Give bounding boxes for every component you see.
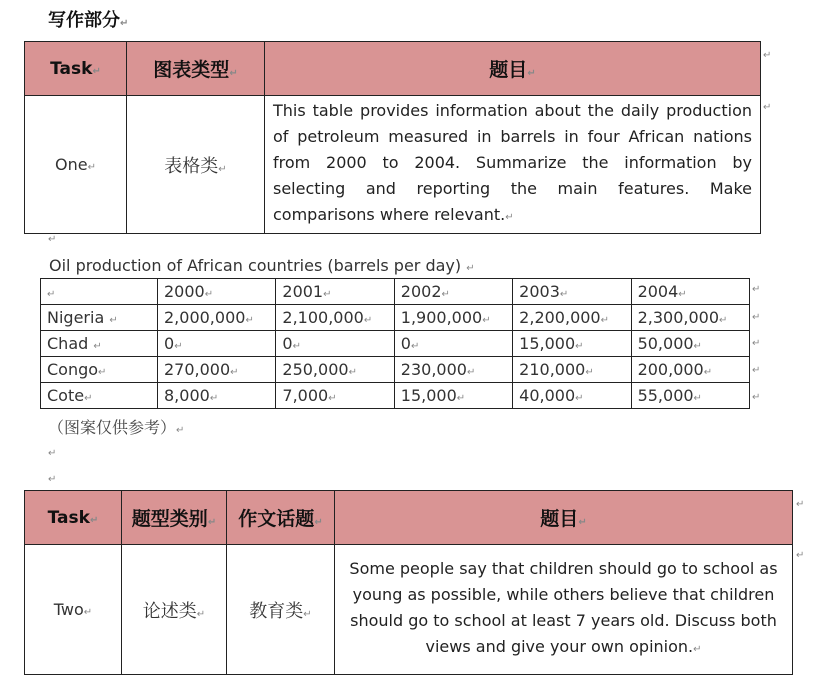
value-cell: 2,100,000↵ — [276, 305, 394, 331]
year-cell: 2001↵ — [276, 279, 394, 305]
table-row — [41, 357, 750, 383]
task-one-row — [25, 96, 761, 234]
value-cell: 55,000↵ — [631, 383, 749, 409]
table-row — [41, 305, 750, 331]
header-question: 题目↵ — [335, 491, 793, 545]
paragraph-mark: ↵ — [48, 474, 57, 485]
country-cell: Chad ↵ — [41, 331, 158, 357]
paragraph-mark: ↵ — [752, 365, 761, 376]
country-cell: Nigeria ↵ — [41, 305, 158, 331]
task-one-table — [24, 41, 761, 234]
task-two-header-row — [25, 491, 793, 545]
year-cell: 2003↵ — [513, 279, 631, 305]
value-cell: 210,000↵ — [513, 357, 631, 383]
value-cell: 1,900,000↵ — [394, 305, 512, 331]
value-cell: 270,000↵ — [158, 357, 276, 383]
paragraph-mark: ↵ — [48, 448, 57, 459]
task-one-prompt: This table provides information about the daily production of petroleum measured in barrels in four African nations from 2000 to 2004. Summarize the information by selecting and reporting the main features. Make comparisons where relevant.↵ — [265, 96, 761, 234]
paragraph-mark: ↵ — [752, 312, 761, 323]
task-one-number: One↵ — [25, 96, 127, 234]
country-cell: Cote↵ — [41, 383, 158, 409]
header-question-category: 题型类别↵ — [122, 491, 227, 545]
paragraph-mark: ↵ — [796, 499, 805, 510]
header-task: Task↵ — [25, 42, 127, 96]
corner-cell: ↵ — [41, 279, 158, 305]
task-two-number: Two↵ — [25, 545, 122, 675]
value-cell: 7,000↵ — [276, 383, 394, 409]
table-row — [41, 383, 750, 409]
task-one-header-row — [25, 42, 761, 96]
year-cell: 2000↵ — [158, 279, 276, 305]
header-task: Task↵ — [25, 491, 122, 545]
value-cell: 2,000,000↵ — [158, 305, 276, 331]
header-question: 题目↵ — [265, 42, 761, 96]
value-cell: 50,000↵ — [631, 331, 749, 357]
reference-note: （图案仅供参考）↵ — [48, 418, 185, 437]
paragraph-mark: ↵ — [796, 550, 805, 561]
section-title: 写作部分↵ — [48, 10, 129, 31]
year-cell: 2002↵ — [394, 279, 512, 305]
paragraph-mark: ↵ — [763, 50, 772, 61]
value-cell: 0↵ — [158, 331, 276, 357]
paragraph-mark: ↵ — [752, 392, 761, 403]
task-one-type: 表格类↵ — [127, 96, 265, 234]
year-cell: 2004↵ — [631, 279, 749, 305]
value-cell: 15,000↵ — [394, 383, 512, 409]
oil-header-row — [41, 279, 750, 305]
task-two-row — [25, 545, 793, 675]
task-two-table — [24, 490, 793, 675]
value-cell: 200,000↵ — [631, 357, 749, 383]
value-cell: 2,200,000↵ — [513, 305, 631, 331]
table-row — [41, 331, 750, 357]
value-cell: 2,300,000↵ — [631, 305, 749, 331]
oil-table-caption: Oil production of African countries (barrels per day) ↵ — [49, 256, 475, 275]
paragraph-mark: ↵ — [48, 234, 57, 245]
value-cell: 0↵ — [276, 331, 394, 357]
country-cell: Congo↵ — [41, 357, 158, 383]
task-two-topic: 教育类↵ — [227, 545, 335, 675]
paragraph-mark: ↵ — [763, 102, 772, 113]
value-cell: 40,000↵ — [513, 383, 631, 409]
value-cell: 8,000↵ — [158, 383, 276, 409]
paragraph-mark: ↵ — [752, 284, 761, 295]
value-cell: 230,000↵ — [394, 357, 512, 383]
task-two-type: 论述类↵ — [122, 545, 227, 675]
oil-production-table — [40, 278, 750, 409]
value-cell: 15,000↵ — [513, 331, 631, 357]
header-essay-topic: 作文话题↵ — [227, 491, 335, 545]
task-two-prompt: Some people say that children should go to school as young as possible, while others believe that children should go to school at least 7 years old. Discuss both views and give your own opinion.↵ — [335, 545, 793, 675]
paragraph-mark: ↵ — [752, 338, 761, 349]
value-cell: 250,000↵ — [276, 357, 394, 383]
value-cell: 0↵ — [394, 331, 512, 357]
header-chart-type: 图表类型↵ — [127, 42, 265, 96]
